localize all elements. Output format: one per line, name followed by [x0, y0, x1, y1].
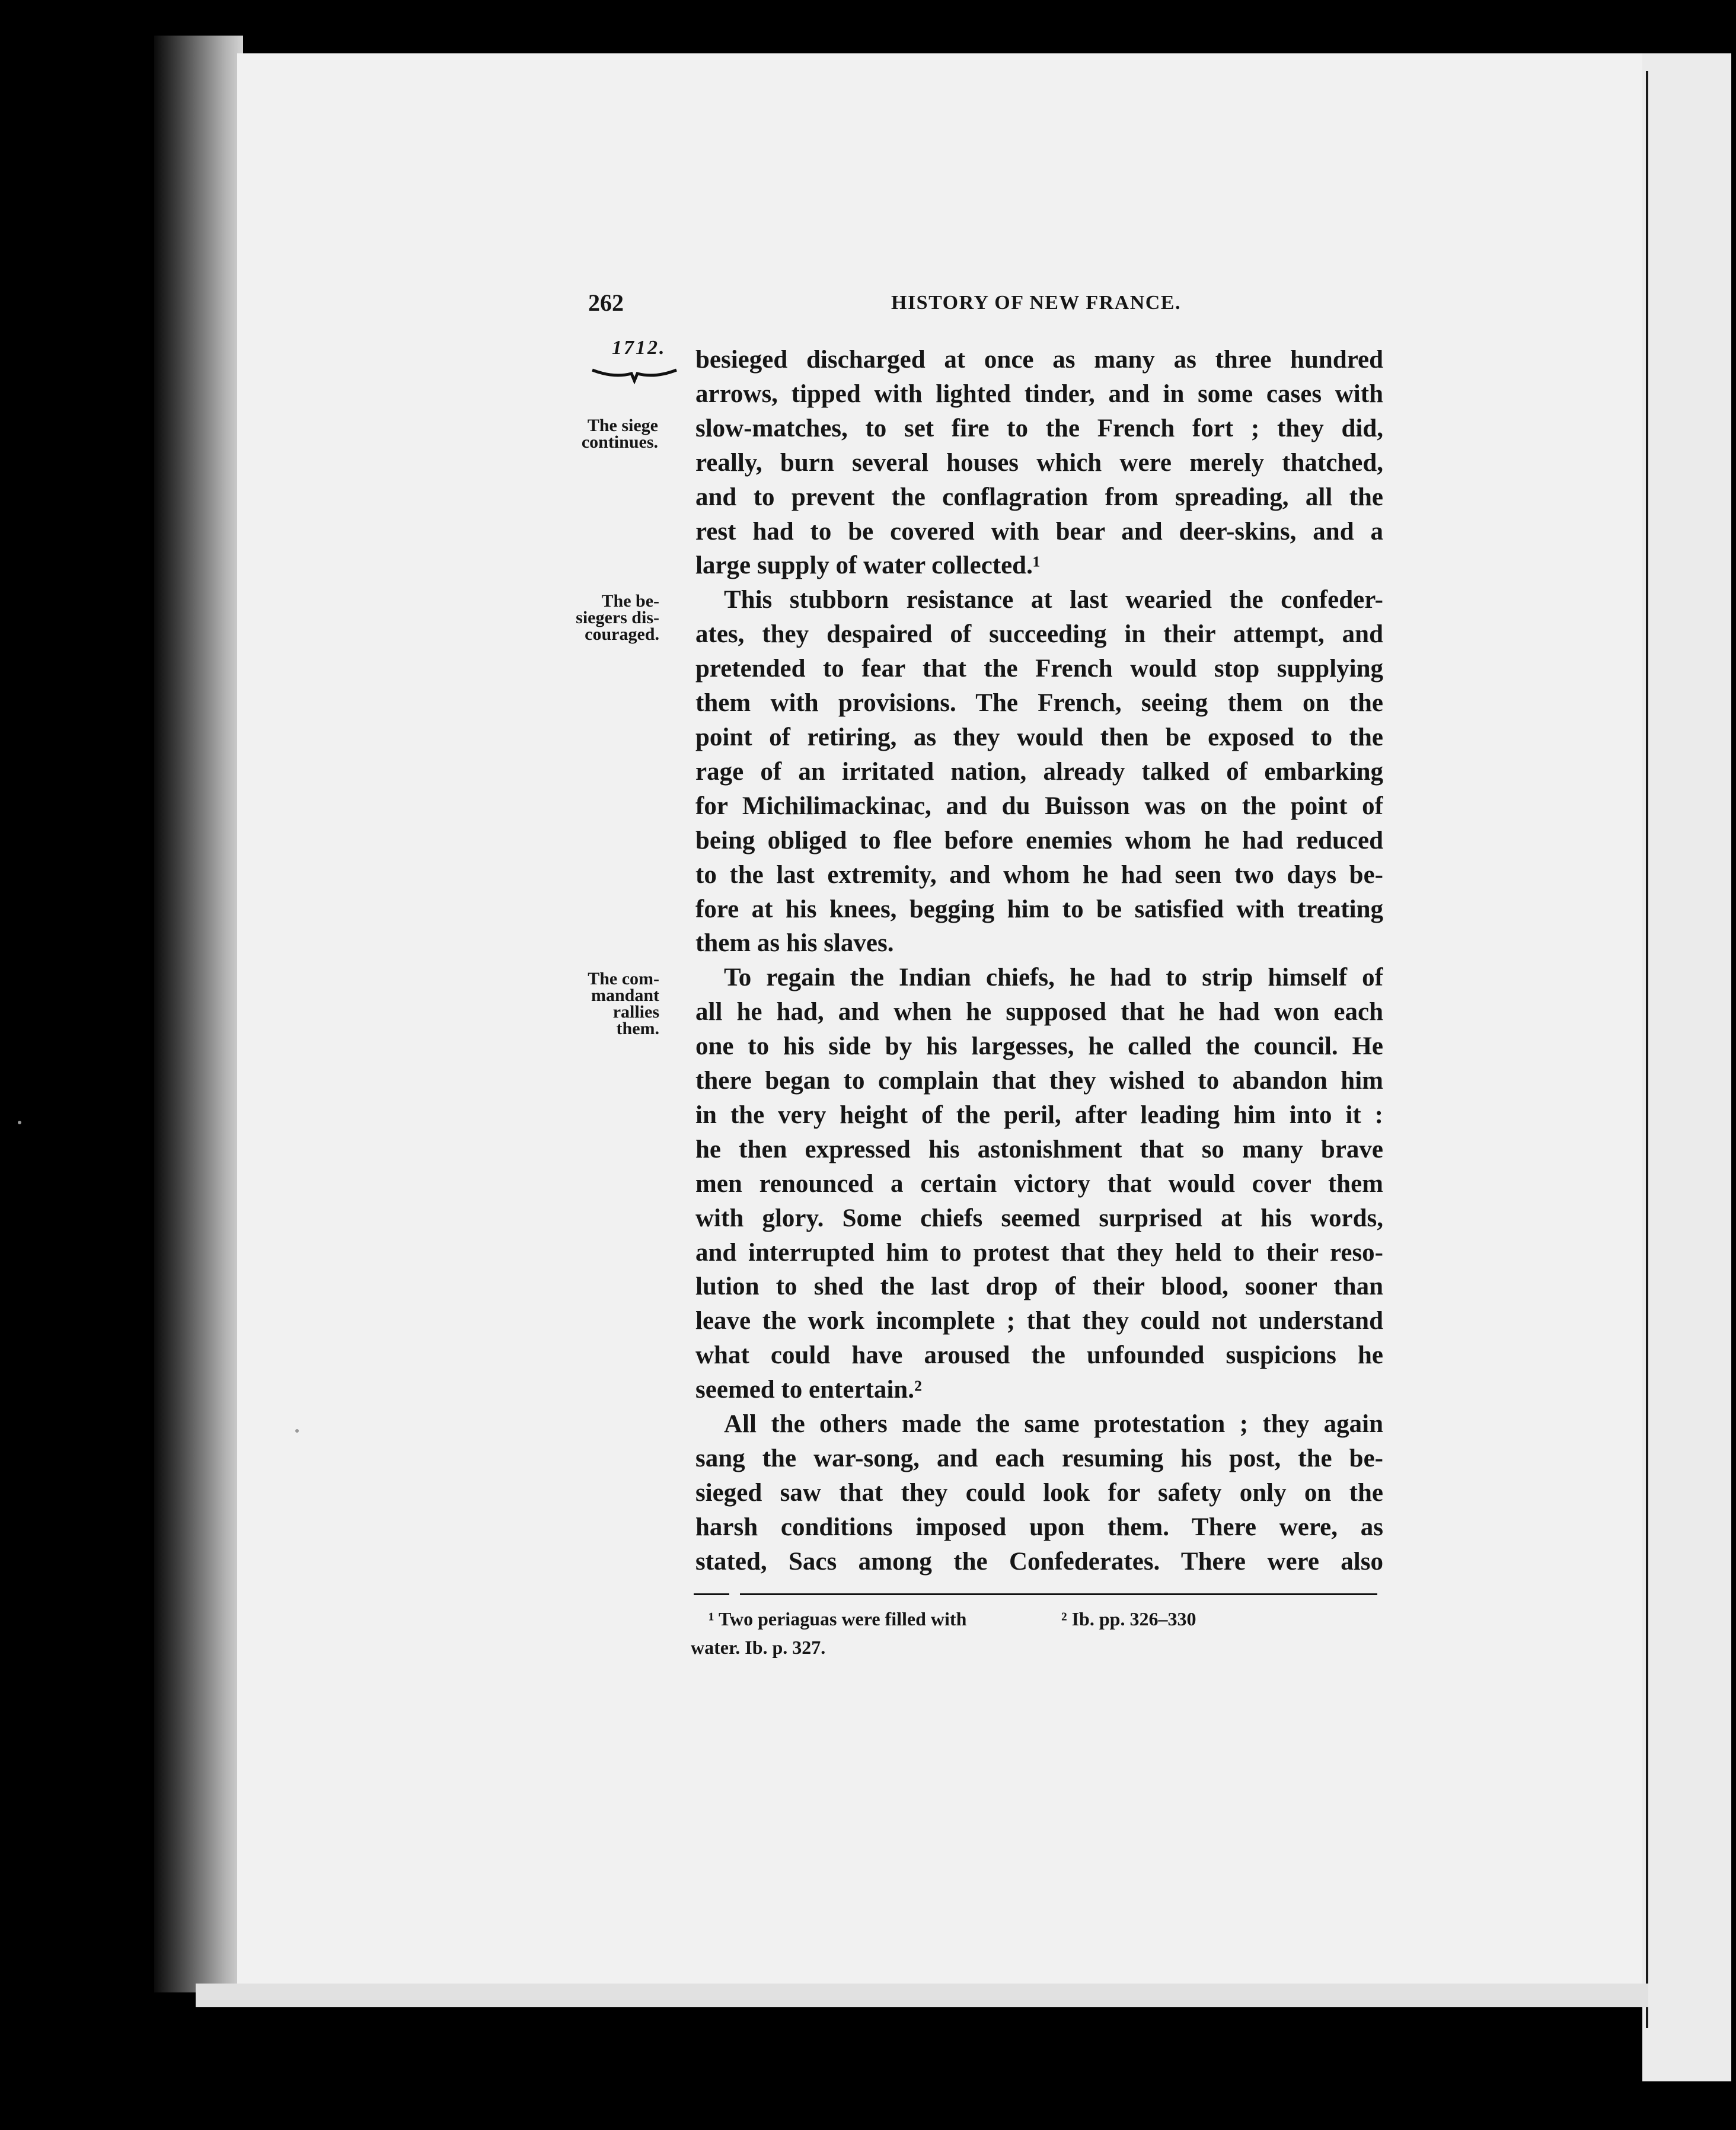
book-spine [154, 36, 243, 1992]
body-text [695, 343, 1383, 1579]
scan-speck [295, 1429, 299, 1433]
margin-note-line: The be- [601, 591, 659, 611]
body-line: them as his slaves. [695, 929, 894, 958]
body-line: large supply of water collected.¹ [695, 551, 1041, 580]
body-line: and interrupted him to protest that they held to their reso- [695, 1238, 1383, 1267]
body-line: he then expressed his astonishment that so many brave [695, 1135, 1383, 1163]
body-line: sang the war-song, and each resuming his post, the be- [695, 1445, 1383, 1472]
body-line: slow-matches, to set fire to the French fort ; they did, [695, 414, 1383, 442]
body-line: being obliged to flee before enemies whom he had reduced [695, 826, 1383, 854]
body-line: rage of an irritated nation, already talked of embarking [695, 757, 1383, 786]
body-line: All the others made the same protestation ; they again [724, 1410, 1383, 1439]
running-head: HISTORY OF NEW FRANCE. [891, 292, 1181, 314]
body-line: pretended to fear that the French would stop supplying [695, 655, 1383, 683]
footnote-rule-long [740, 1593, 1377, 1595]
body-line: really, burn several houses which were merely thatched, [695, 448, 1383, 477]
body-line: This stubborn resistance at last wearied the confeder- [724, 586, 1383, 614]
margin-year: 1712. [612, 337, 666, 359]
body-line: in the very height of the peril, after leading him into it : [695, 1101, 1383, 1129]
margin-note-line: The siege [587, 416, 658, 435]
body-line: harsh conditions imposed upon them. There were, as [695, 1513, 1383, 1541]
body-line: with glory. Some chiefs seemed surprised at his words, [695, 1204, 1383, 1232]
body-line: there began to complain that they wished to abandon him [695, 1067, 1383, 1095]
body-line: men renounced a certain victory that would cover them [695, 1169, 1383, 1198]
page-bottom-strip [196, 1984, 1648, 2007]
body-line: what could have aroused the unfounded suspicions he [695, 1341, 1383, 1370]
margin-note-line: them. [616, 1019, 659, 1038]
page-number: 262 [588, 289, 624, 316]
page-edge-line [1646, 71, 1648, 2028]
margin-note-line: mandant [591, 986, 659, 1005]
body-line: point of retiring, as they would then be exposed to the [695, 723, 1383, 751]
body-line: all he had, and when he supposed that he had won each [695, 998, 1383, 1026]
margin-note-commandant-rallies [553, 971, 659, 1037]
margin-note-line: couraged. [585, 624, 659, 644]
footnote-rule-short [694, 1593, 729, 1595]
footnote-2: ² Ib. pp. 326–330 [1061, 1608, 1196, 1630]
body-line: stated, Sacs among the Confederates. There were also [695, 1547, 1383, 1576]
margin-note-line: siegers dis- [576, 608, 659, 627]
scan-speck [18, 1121, 21, 1124]
body-line: rest had to be covered with bear and deer-skins, and a [695, 517, 1383, 546]
body-line: leave the work incomplete ; that they could not understand [695, 1307, 1383, 1335]
margin-note-besiegers-discouraged [553, 593, 659, 643]
footnote-1-continued: water. Ib. p. 327. [691, 1637, 826, 1658]
footnote-1: ¹ Two periaguas were filled with [709, 1608, 967, 1630]
margin-note-line: rallies [612, 1002, 659, 1022]
body-line: fore at his knees, begging him to be satisfied with treating [695, 895, 1383, 923]
body-line: one to his side by his largesses, he called the council. He [695, 1032, 1383, 1061]
margin-note-line: continues. [581, 432, 658, 452]
body-line: To regain the Indian chiefs, he had to strip himself of [724, 964, 1383, 992]
margin-note-siege-continues [551, 417, 658, 451]
body-line: them with provisions. The French, seeing them on the [695, 689, 1383, 718]
body-line: to the last extremity, and whom he had seen two days be- [695, 860, 1383, 889]
body-line: arrows, tipped with lighted tinder, and in some cases with [695, 380, 1383, 408]
body-line: seemed to entertain.² [695, 1376, 922, 1404]
body-line: sieged saw that they could look for safety only on the [695, 1478, 1383, 1507]
body-line: for Michilimackinac, and du Buisson was on the point of [695, 792, 1383, 820]
body-line: and to prevent the conflagration from spreading, all the [695, 483, 1383, 511]
body-line: ates, they despaired of succeeding in their attempt, and [695, 620, 1383, 649]
body-line: besieged discharged at once as many as three hundred [695, 346, 1383, 374]
brace-ornament [590, 366, 679, 384]
margin-note-line: The com- [588, 969, 659, 989]
next-page-edge [1642, 53, 1731, 2081]
body-line: lution to shed the last drop of their blood, sooner than [695, 1273, 1383, 1301]
